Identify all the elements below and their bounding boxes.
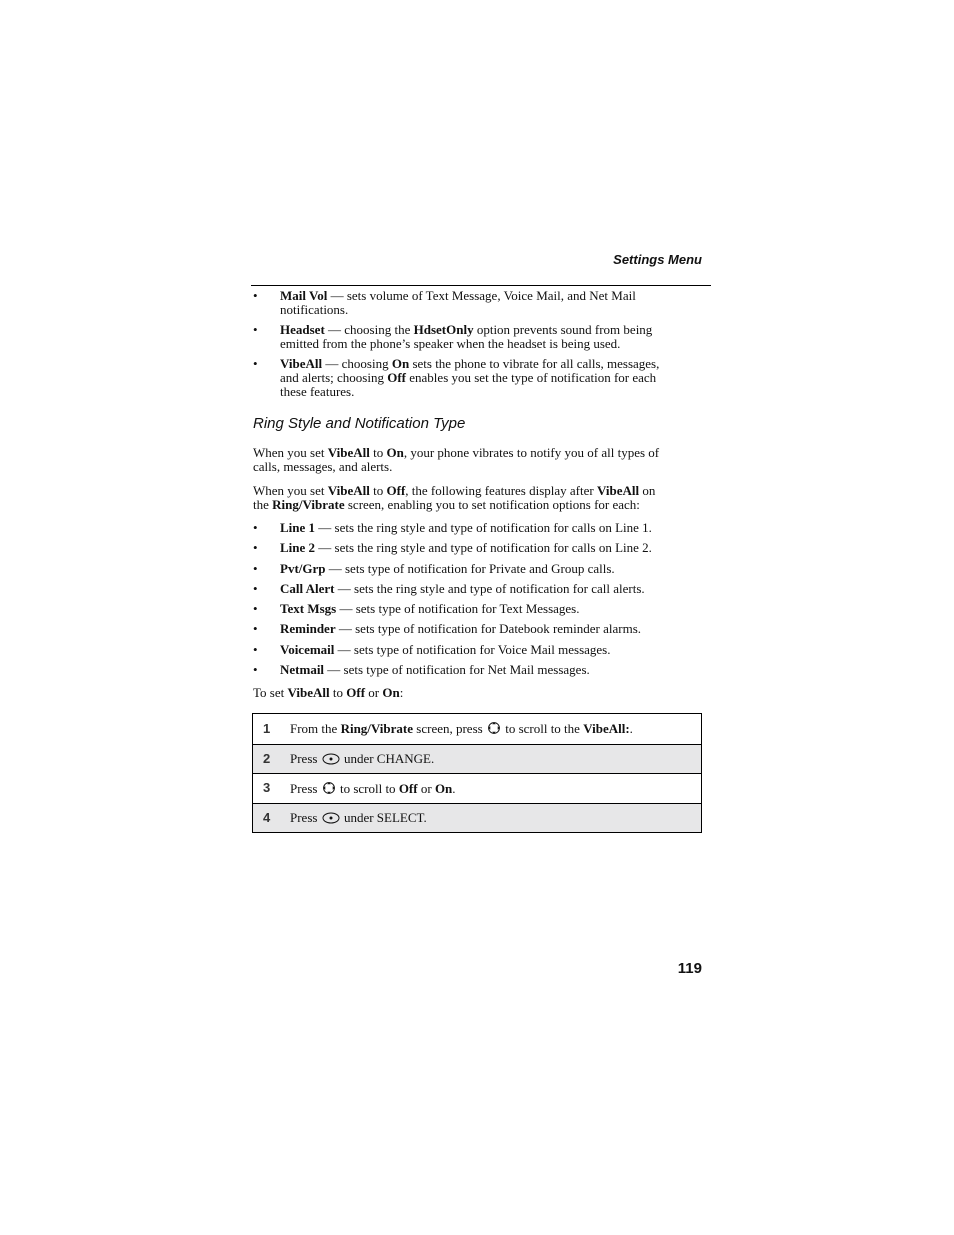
step-number: 2 xyxy=(263,750,271,766)
running-header: Settings Menu xyxy=(613,252,702,267)
navigation-key-icon xyxy=(322,781,336,795)
settings-bullet-list xyxy=(253,289,703,405)
list-item: • Voicemail — sets type of notification for Voice Mail messages. xyxy=(253,641,611,657)
steps-table xyxy=(252,713,702,833)
list-item-headset: • Headset — choosing the HdsetOnly option prevents sound from being emitted from the phone’s speaker when the headset is being used. xyxy=(253,322,653,351)
list-item: • Netmail — sets type of notification for Net Mail messages. xyxy=(253,662,590,678)
term-headset: Headset xyxy=(280,322,325,337)
step-text: Press to scroll to Off or On. xyxy=(290,780,456,796)
list-item: • Line 1 — sets the ring style and type of notification for calls on Line 1. xyxy=(253,520,652,535)
step-row-2 xyxy=(253,744,701,774)
intro-paragraph-on: When you set VibeAll to On, your phone vibrates to notify you of all types of calls, messages, and alerts. xyxy=(253,445,660,474)
list-item-mail-vol: • Mail Vol — sets volume of Text Message, Voice Mail, and Net Mail notifications. xyxy=(253,288,636,317)
navigation-key-icon xyxy=(487,721,501,735)
step-row-1 xyxy=(253,714,701,744)
intro-paragraph-off: When you set VibeAll to Off, the following features display after VibeAll on the Ring/Vibrate screen, enabling you to set notification options for each: xyxy=(253,483,656,512)
page-number: 119 xyxy=(677,960,702,977)
step-number: 3 xyxy=(263,780,271,796)
section-heading: Ring Style and Notification Type xyxy=(253,415,466,432)
select-key-icon xyxy=(322,812,340,824)
list-item: • Pvt/Grp — sets type of notification for Private and Group calls. xyxy=(253,560,615,576)
step-text: Press under CHANGE. xyxy=(290,750,435,766)
term-mail-vol: Mail Vol xyxy=(280,288,328,303)
list-item: • Line 2 — sets the ring style and type of notification for calls on Line 2. xyxy=(253,540,652,556)
procedure-intro: To set VibeAll to Off or On: xyxy=(253,685,404,700)
step-row-3 xyxy=(253,773,701,803)
step-number: 1 xyxy=(263,720,271,736)
step-text: Press under SELECT. xyxy=(290,809,427,825)
list-item: • Reminder — sets type of notification for Datebook reminder alarms. xyxy=(253,621,642,637)
term-vibeall: VibeAll xyxy=(280,356,323,371)
list-item: • Call Alert — sets the ring style and type of notification for call alerts. xyxy=(253,580,645,596)
select-key-icon xyxy=(322,753,340,765)
list-item-vibeall: • VibeAll — choosing On sets the phone to vibrate for all calls, messages, and alerts; choosing Off enables you set the type of notification for each these features. xyxy=(253,356,660,399)
notification-feature-list xyxy=(253,521,703,683)
step-text: From the Ring/Vibrate screen, press to scroll to the VibeAll:. xyxy=(290,721,633,737)
list-item: • Text Msgs — sets type of notification for Text Messages. xyxy=(253,601,580,617)
step-number: 4 xyxy=(263,809,271,825)
step-row-4 xyxy=(253,803,701,833)
header-rule xyxy=(251,285,711,286)
